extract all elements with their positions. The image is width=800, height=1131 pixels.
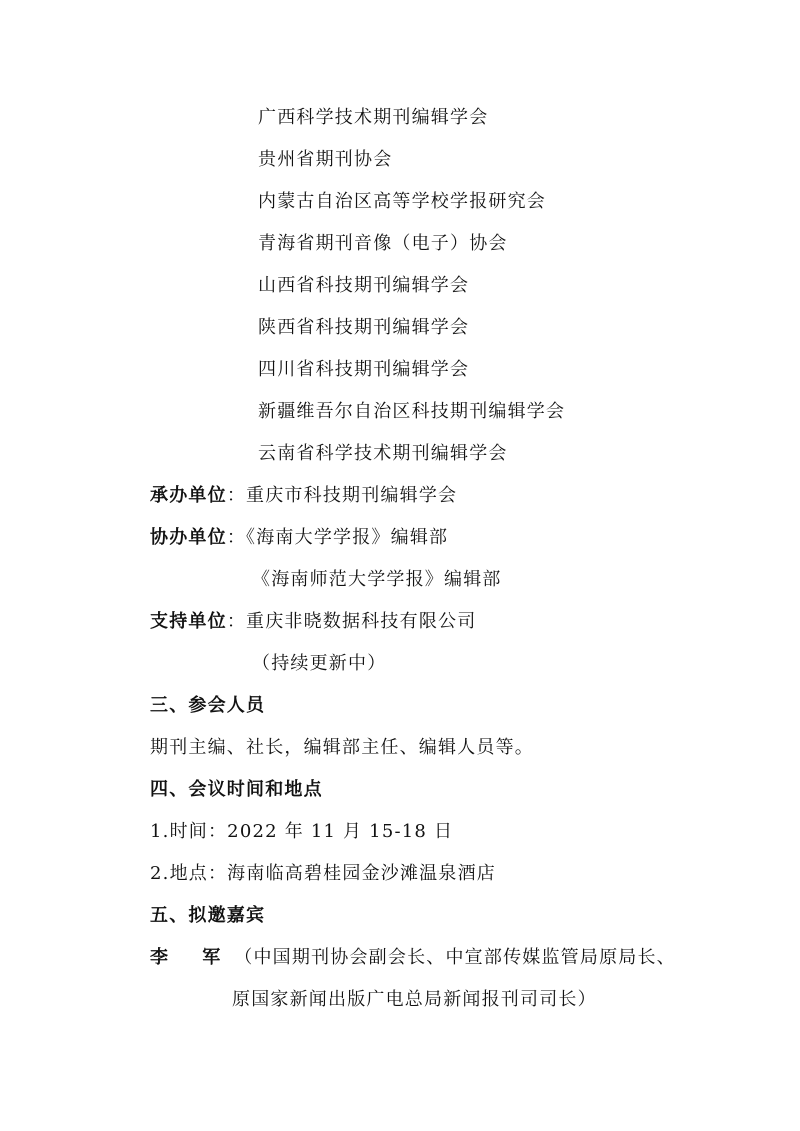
support-unit-value: 重庆非晓数据科技有限公司 — [246, 611, 477, 632]
host-unit-value: 重庆市科技期刊编辑学会 — [246, 485, 458, 506]
host-unit-sep: ： — [226, 485, 247, 506]
org-item: 新疆维吾尔自治区科技期刊编辑学会 — [258, 401, 566, 422]
section-5-heading: 五、拟邀嘉宾 — [150, 905, 266, 926]
host-unit-label: 承办单位 — [150, 485, 227, 506]
guest-line — [150, 946, 676, 970]
assist-unit-value-2: 《海南师范大学学报》编辑部 — [252, 569, 502, 590]
guest-title-1: （中国期刊协会副会长、中宣部传媒监管局原局长、 — [234, 947, 676, 968]
section-3-text: 期刊主编、社长，编辑部主任、编辑人员等。 — [150, 737, 534, 758]
org-item: 陕西省科技期刊编辑学会 — [258, 317, 470, 338]
meeting-time: 1.时间：2022 年 11 月 15-18 日 — [150, 821, 454, 842]
assist-unit-line — [150, 526, 448, 550]
org-item: 内蒙古自治区高等学校学报研究会 — [258, 191, 546, 212]
guest-name: 李 军 — [150, 947, 235, 968]
support-unit-sep: ： — [226, 611, 247, 632]
host-unit-line — [150, 484, 457, 508]
section-4-heading: 四、会议时间和地点 — [150, 779, 323, 800]
support-unit-note: （持续更新中） — [252, 653, 387, 674]
guest-title-2: 原国家新闻出版广电总局新闻报刊司司长） — [232, 989, 597, 1010]
org-item: 贵州省期刊协会 — [258, 149, 393, 170]
org-item: 山西省科技期刊编辑学会 — [258, 275, 470, 296]
meeting-place: 2.地点：海南临高碧桂园金沙滩温泉酒店 — [150, 863, 496, 884]
assist-unit-sep: ： — [226, 527, 247, 548]
assist-unit-label: 协办单位 — [150, 527, 227, 548]
assist-unit-value-1: 《海南大学学报》编辑部 — [246, 527, 449, 548]
org-item: 云南省科学技术期刊编辑学会 — [258, 443, 508, 464]
org-item: 四川省科技期刊编辑学会 — [258, 359, 470, 380]
support-unit-line — [150, 610, 476, 634]
support-unit-label: 支持单位 — [150, 611, 227, 632]
section-3-heading: 三、参会人员 — [150, 695, 266, 716]
org-item: 青海省期刊音像（电子）协会 — [258, 233, 508, 254]
org-item: 广西科学技术期刊编辑学会 — [258, 107, 489, 128]
